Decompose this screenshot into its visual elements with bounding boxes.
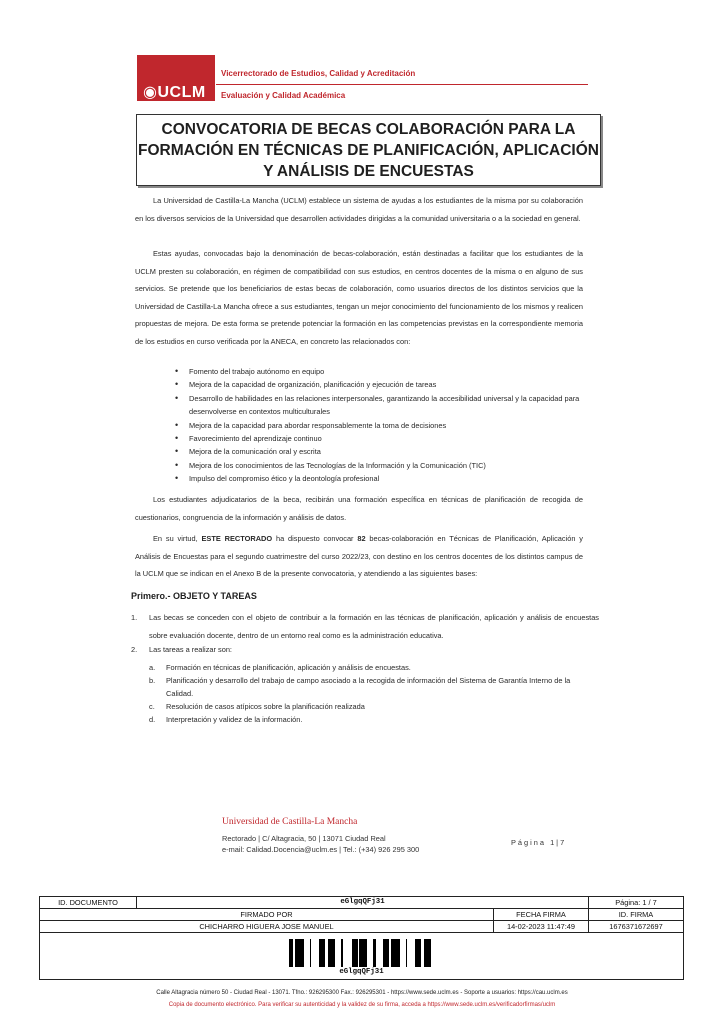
- item-objeto: Las becas se conceden con el objeto de contribuir a la formación en las técnicas de planificación, aplicación y análisis de encuestas sobre evaluación docente, dentro de un entorno real como es la administración educativa.: [149, 613, 599, 640]
- resolution-paragraph: En su virtud, ESTE RECTORADO ha dispuesto convocar 82 becas-colaboración en Técnicas de Planificación, Aplicación y Análisis de Encuestas para el segundo cuatrimestre del curso 2022/23, con destino en los centros docentes de los distintos campus de la UCLM que se indican en el Anexo B de la presente convocatoria, y atendiendo a las siguientes bases:: [135, 534, 583, 578]
- sign-date: 14-02-2023 11:47:49: [494, 921, 589, 933]
- list-item: • Fomento del trabajo autónomo en equipo: [175, 366, 325, 376]
- footer-contact-line: Calle Altagracia número 50 - Ciudad Real - 13071. Tfno.: 926295300 Fax.: 926295301 - https://www.sede.uclm.es - Soporte a usuarios: https://cau.uclm.es: [156, 990, 568, 996]
- sub-item: Resolución de casos atípicos sobre la planificación realizada: [166, 702, 365, 711]
- list-item: • Mejora de la capacidad para abordar responsablemente la toma de decisiones: [175, 419, 447, 430]
- sub-item: Formación en técnicas de planificación, aplicación y análisis de encuestas.: [166, 663, 411, 672]
- uclm-logo: [137, 55, 215, 101]
- signed-by-label: FIRMADO POR: [40, 909, 494, 921]
- document-title-box: [136, 114, 601, 186]
- footer-address: Rectorado | C/ Altagracia, 50 | 13071 Ciudad Real e-mail: Calidad.Docencia@uclm.es | Tel.: (+34) 926 295 300: [222, 834, 420, 854]
- list-item: • Impulso del compromiso ético y la deontología profesional: [175, 473, 380, 484]
- list-item: • Mejora de la comunicación oral y escrita: [175, 446, 321, 457]
- item-number: 2.: [131, 645, 138, 654]
- intro-paragraph: La Universidad de Castilla-La Mancha (UCLM) establece un sistema de ayudas a los estudiantes de la misma por su colaboración en los diversos servicios de la Universidad que desarrollen actividades dirigidas a la comunidad universitaria o a la sociedad en general.: [135, 196, 583, 223]
- list-item: • Mejora de la capacidad de organización, planificación y ejecución de tareas: [175, 379, 437, 390]
- sub-item-letter: d.: [149, 715, 156, 724]
- sign-date-label: FECHA FIRMA: [494, 909, 589, 921]
- sub-item: Planificación y desarrollo del trabajo de campo asociado a la recogida de información del Sistema de Garantía Interno de la Calidad.: [166, 676, 571, 699]
- dept-evaluacion: Evaluación y Calidad Académica: [221, 91, 346, 100]
- item-tareas: Las tareas a realizar son:: [149, 645, 232, 654]
- sign-id: 1676371672697: [589, 921, 684, 933]
- purpose-paragraph: Estas ayudas, convocadas bajo la denominación de becas-colaboración, están destinadas a facilitar que los estudiantes de la UCLM presten su colaboración, en régimen de compatibilidad con sus estudios, en centros docentes de la misma o en alguno de sus servicios. Se pretende que los beneficiarios de estas becas de colaboración, como usuarios directos de los distintos servicios que la Universidad de Castilla-La Mancha ofrece a sus estudiantes, tengan un mejor conocimiento del funcionamiento de los mismos y realicen propuestas de mejora. De esta forma se pretende potenciar la formación en las competencias previstas en la correspondiente memoria de los estudios en curso verificada por la ANECA, en concreto las relacionados con:: [135, 249, 583, 346]
- logo-text: ◉UCLM: [143, 84, 206, 101]
- sub-item-letter: a.: [149, 663, 156, 672]
- sign-id-label: ID. FIRMA: [589, 909, 684, 921]
- sub-item-letter: c.: [149, 702, 155, 711]
- list-item: • Favorecimiento del aprendizaje continuo: [175, 433, 322, 444]
- footer-university: Universidad de Castilla-La Mancha: [222, 817, 358, 827]
- footer-verify-line: Copia de documento electrónico. Para verificar su autenticidad y la validez de su firma, acceda a https://www.sede.uclm.es/verificadorfirmas/uclm: [168, 1002, 556, 1008]
- list-item: • Desarrollo de habilidades en las relaciones interpersonales, garantizando la accesibilidad universal y la capacidad para desenvolverse en contextos multiculturales: [175, 392, 580, 417]
- dept-vicerrectorado: Vicerrectorado de Estudios, Calidad y Acreditación: [221, 69, 416, 78]
- barcode-cell: [40, 933, 684, 980]
- sub-item: Interpretación y validez de la información.: [166, 715, 303, 724]
- item-number: 1.: [131, 613, 138, 622]
- id-document-value: eGlgqQFj31: [137, 897, 589, 909]
- signer-name: CHICHARRO HIGUERA JOSE MANUEL: [40, 921, 494, 933]
- barcode-text: eGlgqQFj31: [339, 967, 384, 976]
- id-document-label: ID. DOCUMENTO: [40, 897, 137, 909]
- barcode-icon: [287, 939, 437, 967]
- signature-table: [39, 896, 684, 980]
- header-divider: [216, 84, 588, 85]
- section-title: Primero.- OBJETO Y TAREAS: [131, 591, 257, 601]
- page-label: Página: 1 / 7: [589, 897, 684, 909]
- list-item: • Mejora de los conocimientos de las Tecnologías de la Información y la Comunicación (TIC): [175, 459, 486, 470]
- competencies-list: [175, 365, 615, 486]
- sub-item-letter: b.: [149, 676, 156, 685]
- page-number: Página 1|7: [511, 838, 567, 847]
- document-title: CONVOCATORIA DE BECAS COLABORACIÓN PARA LA FORMACIÓN EN TÉCNICAS DE PLANIFICACIÓN, APLICACIÓN Y ANÁLISIS DE ENCUESTAS: [138, 121, 599, 180]
- training-paragraph: Los estudiantes adjudicatarios de la beca, recibirán una formación específica en técnicas de planificación de recogida de cuestionarios, congruencia de la información y análisis de datos.: [135, 495, 583, 522]
